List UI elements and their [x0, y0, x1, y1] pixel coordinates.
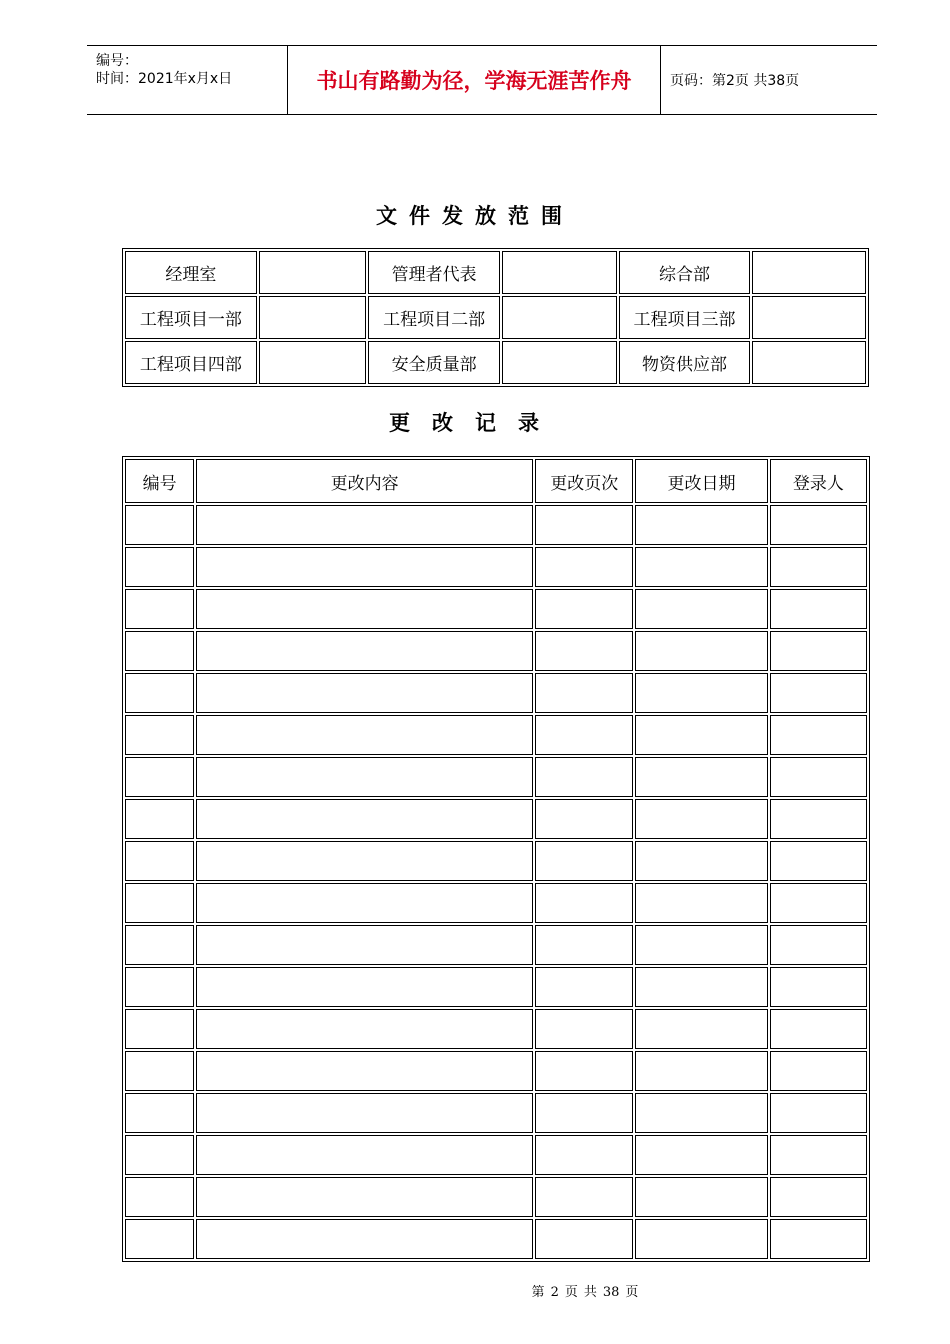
change-record-cell — [125, 1219, 194, 1259]
change-record-cell — [196, 631, 533, 671]
department-name: 综合部 — [619, 251, 751, 294]
change-record-cell — [770, 925, 867, 965]
change-record-cell — [535, 1093, 633, 1133]
change-record-cell — [770, 883, 867, 923]
change-record-cell — [125, 589, 194, 629]
change-record-cell — [125, 841, 194, 881]
header-meta-cell — [87, 46, 288, 114]
change-record-row — [125, 505, 867, 545]
change-record-cell — [196, 757, 533, 797]
change-record-cell — [196, 841, 533, 881]
header-motto: 书山有路勤为径，学海无涯苦作舟 — [288, 46, 661, 114]
change-record-cell — [635, 883, 767, 923]
change-record-row — [125, 631, 867, 671]
change-record-cell — [125, 925, 194, 965]
department-name: 经理室 — [125, 251, 257, 294]
change-record-cell — [196, 673, 533, 713]
change-record-cell — [770, 505, 867, 545]
change-record-cell — [125, 547, 194, 587]
distribution-row — [125, 251, 866, 294]
change-record-cell — [635, 589, 767, 629]
change-record-cell — [196, 925, 533, 965]
footer-total-unit: 页 — [625, 1285, 639, 1300]
change-record-cell — [196, 505, 533, 545]
change-record-cell — [770, 841, 867, 881]
change-record-row — [125, 1219, 867, 1259]
change-record-cell — [635, 757, 767, 797]
change-record-cell — [125, 757, 194, 797]
change-record-cell — [196, 967, 533, 1007]
change-record-cell — [635, 1135, 767, 1175]
distribution-blank-cell — [502, 341, 617, 384]
change-record-cell — [770, 715, 867, 755]
change-record-cell — [635, 547, 767, 587]
header-page-info: 页码：第2页 共38页 — [670, 73, 800, 89]
change-record-cell — [125, 967, 194, 1007]
change-record-row — [125, 589, 867, 629]
change-record-cell — [635, 505, 767, 545]
change-record-cell — [635, 841, 767, 881]
change-record-cell — [535, 967, 633, 1007]
change-record-table — [122, 456, 870, 1262]
change-record-cell — [535, 883, 633, 923]
change-record-cell — [770, 673, 867, 713]
change-record-cell — [635, 1093, 767, 1133]
distribution-blank-cell — [502, 296, 617, 339]
change-record-cell — [196, 715, 533, 755]
change-record-cell — [535, 1219, 633, 1259]
change-record-row — [125, 1177, 867, 1217]
change-record-cell — [770, 547, 867, 587]
distribution-title: 文件发放范围 — [376, 204, 574, 228]
footer-page-number: 2 — [550, 1285, 559, 1300]
change-record-row — [125, 715, 867, 755]
change-record-cell — [125, 883, 194, 923]
change-record-cell — [196, 1051, 533, 1091]
change-record-cell — [196, 547, 533, 587]
change-record-cell — [196, 589, 533, 629]
change-record-cell — [635, 715, 767, 755]
document-time-label: 时间：2021年x月x日 — [96, 71, 233, 87]
change-record-cell — [535, 1177, 633, 1217]
change-record-row — [125, 799, 867, 839]
department-name: 工程项目三部 — [619, 296, 751, 339]
distribution-table — [122, 248, 869, 387]
change-record-cell — [535, 715, 633, 755]
change-record-cell — [535, 631, 633, 671]
change-record-cell — [535, 799, 633, 839]
department-name: 物资供应部 — [619, 341, 751, 384]
change-record-cell — [635, 1219, 767, 1259]
page-header — [87, 45, 877, 115]
change-record-cell — [125, 1177, 194, 1217]
change-record-cell — [125, 631, 194, 671]
change-record-cell — [196, 1177, 533, 1217]
change-record-row — [125, 1051, 867, 1091]
change-record-cell — [770, 1009, 867, 1049]
footer-page-unit: 页 — [564, 1285, 578, 1300]
column-header-number: 编号 — [125, 459, 194, 503]
footer-page-char: 第 — [531, 1285, 545, 1300]
change-record-cell — [635, 1009, 767, 1049]
distribution-blank-cell — [259, 296, 366, 339]
change-record-cell — [770, 1051, 867, 1091]
change-record-cell — [770, 757, 867, 797]
department-name: 工程项目四部 — [125, 341, 257, 384]
distribution-blank-cell — [752, 341, 866, 384]
change-record-cell — [125, 505, 194, 545]
change-record-row — [125, 1135, 867, 1175]
distribution-blank-cell — [752, 251, 866, 294]
change-record-row — [125, 757, 867, 797]
change-record-cell — [125, 799, 194, 839]
change-record-cell — [535, 505, 633, 545]
change-record-cell — [196, 1009, 533, 1049]
change-record-cell — [635, 631, 767, 671]
change-record-cell — [535, 1009, 633, 1049]
change-record-body — [125, 505, 867, 1259]
column-header-page: 更改页次 — [535, 459, 633, 503]
footer-total-number: 38 — [602, 1285, 620, 1300]
change-record-cell — [770, 799, 867, 839]
change-record-cell — [125, 1135, 194, 1175]
document-number-label: 编号： — [96, 53, 138, 69]
change-record-cell — [635, 967, 767, 1007]
change-record-cell — [770, 1093, 867, 1133]
change-record-cell — [125, 673, 194, 713]
column-header-content: 更改内容 — [196, 459, 533, 503]
footer-total-char: 共 — [583, 1285, 597, 1300]
change-record-title: 更改记录 — [389, 411, 561, 435]
change-record-cell — [535, 1051, 633, 1091]
change-record-cell — [125, 715, 194, 755]
column-header-recorder: 登录人 — [770, 459, 867, 503]
distribution-row — [125, 341, 866, 384]
change-record-cell — [125, 1051, 194, 1091]
distribution-blank-cell — [259, 341, 366, 384]
change-record-cell — [535, 925, 633, 965]
department-name: 管理者代表 — [368, 251, 500, 294]
page-footer — [0, 1281, 950, 1300]
change-record-cell — [635, 1177, 767, 1217]
change-record-cell — [535, 841, 633, 881]
change-record-cell — [535, 673, 633, 713]
column-header-date: 更改日期 — [635, 459, 767, 503]
change-record-row — [125, 967, 867, 1007]
change-record-row — [125, 841, 867, 881]
change-record-cell — [635, 925, 767, 965]
change-record-cell — [635, 1051, 767, 1091]
change-record-cell — [635, 673, 767, 713]
change-record-cell — [196, 1219, 533, 1259]
change-record-cell — [196, 1093, 533, 1133]
change-record-row — [125, 883, 867, 923]
distribution-row — [125, 296, 866, 339]
department-name: 工程项目二部 — [368, 296, 500, 339]
change-record-cell — [770, 1177, 867, 1217]
change-record-cell — [770, 1219, 867, 1259]
change-record-cell — [770, 1135, 867, 1175]
change-record-row — [125, 673, 867, 713]
distribution-blank-cell — [752, 296, 866, 339]
change-record-cell — [635, 799, 767, 839]
department-name: 安全质量部 — [368, 341, 500, 384]
change-record-cell — [196, 799, 533, 839]
distribution-blank-cell — [502, 251, 617, 294]
change-record-cell — [196, 883, 533, 923]
change-record-row — [125, 1009, 867, 1049]
change-record-cell — [125, 1093, 194, 1133]
change-record-cell — [770, 631, 867, 671]
distribution-blank-cell — [259, 251, 366, 294]
change-record-row — [125, 547, 867, 587]
change-record-cell — [770, 967, 867, 1007]
change-record-header-row — [125, 459, 867, 503]
change-record-row — [125, 925, 867, 965]
change-record-cell — [125, 1009, 194, 1049]
change-record-row — [125, 1093, 867, 1133]
change-record-cell — [770, 589, 867, 629]
department-name: 工程项目一部 — [125, 296, 257, 339]
change-record-cell — [535, 1135, 633, 1175]
change-record-cell — [196, 1135, 533, 1175]
change-record-cell — [535, 589, 633, 629]
change-record-cell — [535, 757, 633, 797]
change-record-cell — [535, 547, 633, 587]
